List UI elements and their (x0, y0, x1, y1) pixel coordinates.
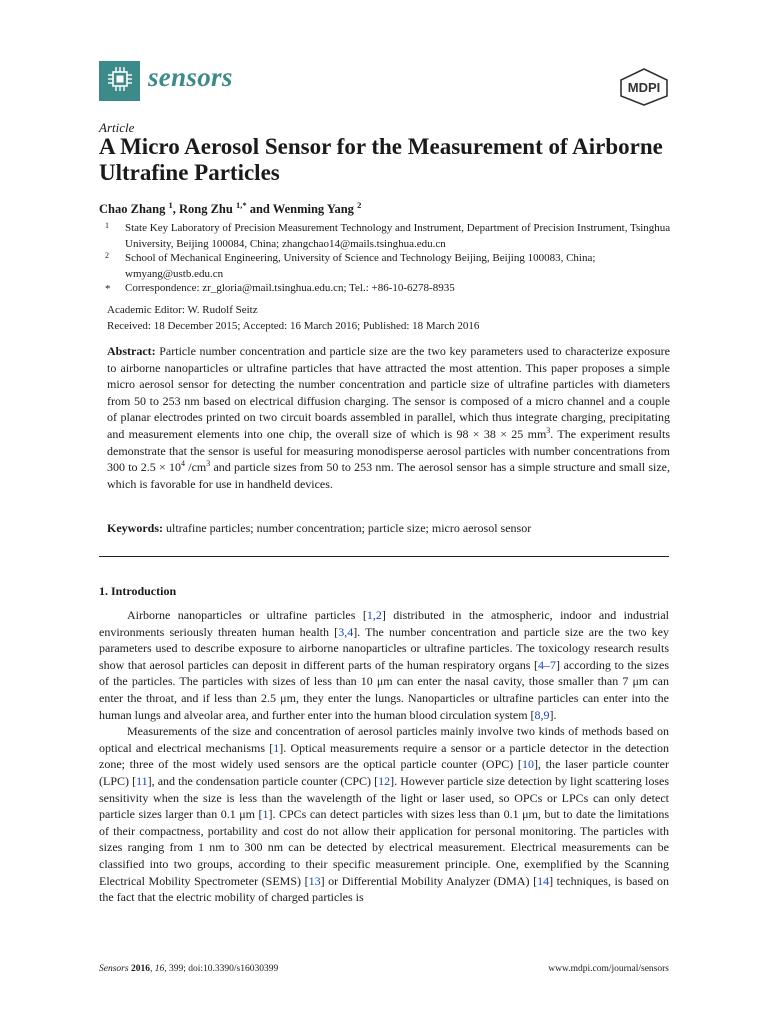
citation-link[interactable]: 13 (308, 873, 321, 888)
correspondence (99, 280, 671, 296)
citation-link[interactable]: 12 (378, 773, 391, 788)
citation-link[interactable]: 8,9 (534, 707, 550, 722)
section-body (99, 607, 669, 906)
paragraph-text: ]. CPCs can detect particles with sizes less than 0.1 μm, but to date the limitations of their compactness, portability and cost do not allow their application for personal monitoring. The particles with sizes ranging from 1 nm to 300 nm can be detected by electrical measurement. Electrical measurements can be classified into two groups, according to their specific measurement principle. One, exemplified by the Scanning Electrical Mobility Spectrometer (SEMS) [ (99, 807, 669, 888)
author-separator: and (246, 202, 273, 217)
academic-editor: Academic Editor: W. Rudolf Seitz (107, 304, 258, 316)
author-separator: , (172, 202, 179, 217)
superscript: 3 (206, 459, 211, 469)
abstract-text: /cm (185, 460, 207, 475)
abstract-text: and particle sizes from 50 to 253 nm. The aerosol sensor has a simple structure and small size, which is favorable for use in handheld devices. (107, 460, 670, 491)
author-list (99, 200, 361, 217)
paragraph-text: ], and the condensation particle counter (CPC) [ (147, 773, 379, 788)
affiliation-mark: 1 (105, 221, 109, 230)
affiliation-text: School of Mechanical Engineering, University of Science and Technology Beijing, Beijing 100083, China; wmyang@ustb.edu.cn (125, 252, 596, 280)
paragraph-text: ] or Differential Mobility Analyzer (DMA) [ (320, 873, 538, 888)
affiliation-2 (99, 250, 671, 282)
keywords-label: Keywords: (107, 521, 163, 535)
keywords-text: ultrafine particles; number concentration; particle size; micro aerosol sensor (166, 521, 532, 535)
affiliation-text: State Key Laboratory of Precision Measurement Technology and Instrument, Department of Precision Instrument, Tsinghua University, Beijing 100084, China; zhangchao14@mails.tsinghua.edu.cn (125, 222, 671, 250)
journal-url[interactable]: www.mdpi.com/journal/sensors (548, 964, 669, 974)
footer-journal: Sensors (99, 964, 129, 974)
paragraph (99, 607, 669, 723)
paragraph-text: ] techniques, is based on the fact that the electric mobility of charged particles is (99, 873, 670, 905)
author-name: Chao Zhang (99, 202, 166, 217)
paragraph-text: ]. (549, 707, 557, 722)
citation-link[interactable]: 1 (273, 740, 280, 755)
journal-logo (99, 61, 140, 101)
citation-footer: Sensors 2016, 16, 399; doi:10.3390/s16030399 (99, 964, 279, 974)
abstract (107, 343, 670, 492)
author-name: Rong Zhu (178, 202, 233, 217)
paragraph-text: Measurements of the size and concentration of aerosol particles mainly involve two kinds of methods based on optical and electrical mechanisms [ (99, 724, 669, 755)
publication-dates: Received: 18 December 2015; Accepted: 16 March 2016; Published: 18 March 2016 (107, 320, 480, 332)
section-heading: 1. Introduction (99, 584, 177, 598)
footer-volume: 16 (154, 964, 165, 974)
divider (99, 556, 669, 557)
paragraph (99, 723, 669, 906)
citation-link[interactable]: 3,4 (338, 624, 354, 639)
citation-link[interactable]: 14 (537, 873, 550, 888)
paragraph-text: ]. The number concentration and particle size are the two key parameters used to describe exposure to airborne nanoparticles or ultrafine particles. The toxicology research results show that aerosol particles can deposit in different parts of the human respiratory organs [ (99, 624, 669, 672)
publisher-logo (618, 68, 670, 106)
paragraph-text: ], the laser particle counter (LPC) [ (99, 757, 669, 788)
affiliation-text: Correspondence: zr_gloria@mail.tsinghua.edu.cn; Tel.: +86-10-6278-8935 (125, 282, 455, 294)
citation-link[interactable]: 1,2 (366, 608, 382, 622)
publisher-name: MDPI (627, 80, 661, 95)
abstract-text: Particle number concentration and particle size are the two key parameters used to characterize exposure to airborne nanoparticles or ultrafine particles that have attracted the most attention. This paper proposes a simple micro aerosol sensor for detecting the number concentration and particle size of ultrafine particles with diameters from 50 to 253 nm based on electrical diffusion charging. The sensor is composed of a micro channel and a couple of planar electrodes printed on two circuit boards assembled in parallel, which thus integrate charging, precipitating and measurement elements into one chip, the overall size of which is 98 × 38 × 25 mm (107, 344, 670, 441)
author-affiliation-mark: 2 (357, 200, 362, 210)
journal-name: sensors (148, 62, 233, 92)
paragraph-text: ]. Optical measurements require a sensor or a particle detector in the detection zone; three of the most widely used sensors are the optical particle counter (OPC) [ (99, 740, 669, 772)
page-title: A Micro Aerosol Sensor for the Measurement of Airborne Ultrafine Particles (99, 134, 663, 185)
paragraph-text: ]. However particle size detection by light scattering loses sensitivity when the size is less than the wavelength of the light or laser used, so OPCs or LPCs can only detect particle sizes larger than 0.1 μm [ (99, 773, 669, 822)
citation-link[interactable]: 4–7 (538, 657, 557, 672)
abstract-text: . The experiment results demonstrate that the sensor is useful for measuring monodisperse aerosol particles with number concentrations from 300 to 2.5 × 10 (107, 426, 670, 475)
paragraph-text: ] distributed in the atmospheric, indoor and industrial environments seriously threaten human health [ (99, 608, 669, 639)
footer-doi: , 399; doi:10.3390/s16030399 (164, 964, 279, 974)
author-affiliation-mark: 1 (168, 200, 173, 210)
mdpi-hexagon-icon (618, 68, 670, 106)
superscript: 3 (546, 425, 551, 435)
affiliation-mark: * (105, 283, 111, 295)
article-type: Article (99, 120, 135, 135)
paragraph-text: Airborne nanoparticles or ultrafine particles [ (127, 608, 367, 622)
chip-icon (106, 65, 134, 98)
paragraph-text: ] according to the sizes of the particles. The particles with sizes of less than 10 μm can enter the nasal cavity, those smaller than 7 μm can enter the throat, and if less than 2.5 μm, they enter the lungs. Nanoparticles or ultrafine particles can enter into the human lungs and alveolar area, and further enter into the human blood circulation system [ (99, 657, 669, 722)
footer-year: 2016 (130, 964, 150, 974)
author-name: Wenming Yang (272, 202, 354, 217)
citation-link[interactable]: 1 (262, 807, 269, 822)
superscript: 4 (181, 459, 186, 469)
author-affiliation-mark: 1,* (235, 200, 247, 210)
affiliation-1 (99, 220, 671, 252)
affiliation-mark: 2 (105, 251, 109, 260)
abstract-label: Abstract: (107, 344, 156, 358)
citation-link[interactable]: 11 (136, 773, 148, 788)
citation-link[interactable]: 10 (521, 757, 534, 772)
keywords (107, 521, 670, 536)
